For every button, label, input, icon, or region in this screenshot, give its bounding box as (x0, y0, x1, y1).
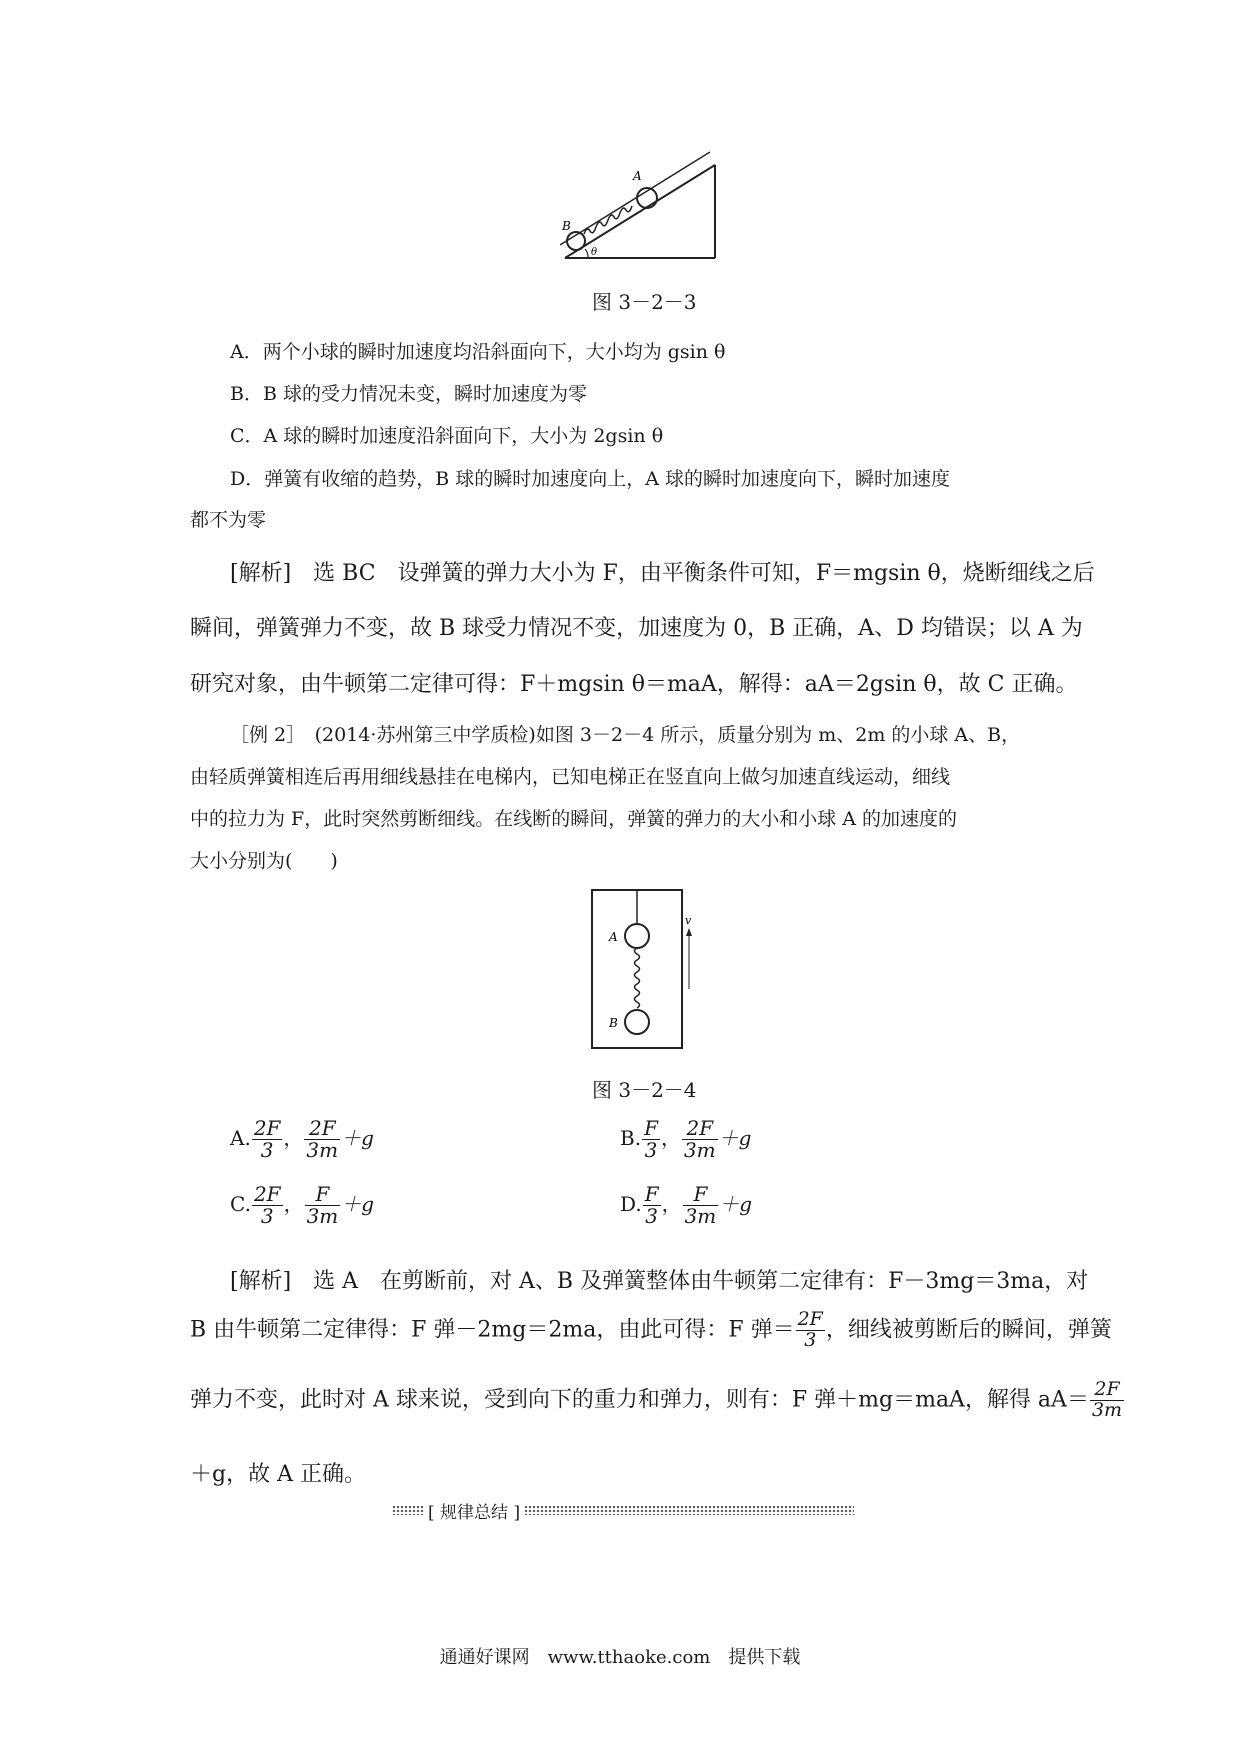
example2-line3: 中的拉力为 F，此时突然剪断细线。在线断的瞬间，弹簧的弹力的大小和小球 A 的加速度的 (190, 808, 958, 830)
fraction-denominator: 3 (645, 1204, 658, 1228)
q2-option-d-fraction2 (683, 1184, 719, 1227)
analysis2-line2-fraction (796, 1310, 825, 1351)
fraction-numerator: 2F (253, 1182, 281, 1206)
analysis2-line3-fraction (1090, 1380, 1124, 1421)
figure2-label-a: A (609, 930, 618, 944)
q2-option-a-fraction1 (252, 1118, 283, 1161)
fraction-denominator: 3m (1091, 1398, 1123, 1421)
q2-option-a (230, 1118, 374, 1161)
analysis1-line1: [解析] 选 BC 设弹簧的弹力大小为 F，由平衡条件可知，F＝mgsin θ，烧断细线之后 (230, 561, 1095, 586)
q1-option-a: A．两个小球的瞬时加速度均沿斜面向下，大小均为 gsin θ (230, 341, 726, 363)
q2-option-b-prefix: B. (620, 1126, 642, 1150)
fraction-numerator: 2F (304, 1118, 340, 1140)
fraction-denominator: 3m (683, 1138, 716, 1162)
fraction-denominator: 3 (804, 1328, 817, 1351)
figure2-caption: 图 3－2－4 (592, 1078, 697, 1102)
figure1-label-b: B (562, 219, 571, 233)
fraction-denominator: 3 (260, 1138, 274, 1162)
fraction-numerator: 2F (797, 1308, 823, 1330)
example2-line2: 由轻质弹簧相连后再用细线悬挂在电梯内，已知电梯正在竖直向上做匀加速直线运动，细线 (190, 766, 951, 788)
q2-option-a-prefix: A. (230, 1126, 251, 1150)
fraction-denominator: 3 (644, 1138, 658, 1162)
q2-option-d-suffix: ＋g (719, 1192, 753, 1216)
summary-banner (392, 1498, 892, 1522)
example2-line4: 大小分别为( ) (190, 850, 338, 872)
analysis2-line1: [解析] 选 A 在剪断前，对 A、B 及弹簧整体由牛顿第二定律有：F－3mg＝3ma，对 (230, 1269, 1089, 1294)
analysis2-line2 (190, 1310, 1112, 1351)
fraction-denominator: 3m (684, 1204, 717, 1228)
q2-option-b-fraction1 (642, 1118, 660, 1161)
example2-line1: ［例 2］ (2014·苏州第三中学质检)如图 3－2－4 所示，质量分别为 m、2m 的小球 A、B， (230, 724, 1021, 746)
q2-option-c-fraction2 (305, 1184, 341, 1227)
page-footer: 通通好课网 www.tthaoke.com 提供下载 (439, 1647, 801, 1668)
q2-option-a-fraction2 (304, 1118, 340, 1161)
q1-option-d-line2: 都不为零 (190, 509, 267, 531)
figure2-label-v: v (685, 914, 692, 927)
banner-dots-right (524, 1505, 854, 1515)
figure-elevator-diagram (585, 884, 695, 1054)
analysis1-line2: 瞬间，弹簧弹力不变，故 B 球受力情况不变，加速度为 0，B 正确，A、D 均错误；以 A 为 (190, 616, 1083, 641)
separator: ， (283, 1192, 304, 1216)
fraction-numerator: F (683, 1184, 719, 1206)
q2-option-b-suffix: ＋g (718, 1126, 752, 1150)
q2-option-a-suffix: ＋g (341, 1126, 374, 1150)
fraction-numerator: F (644, 1182, 659, 1206)
fraction-numerator: 2F (1090, 1380, 1124, 1401)
figure1-label-theta: θ (591, 247, 598, 258)
analysis2-line2-text-a: B 由牛顿第二定律得：F 弹－2mg＝2ma，由此可得：F 弹＝ (190, 1317, 795, 1343)
analysis1-line3: 研究对象，由牛顿第二定律可得：F＋mgsin θ＝maA，解得：aA＝2gsin θ，故 C 正确。 (190, 672, 1078, 697)
banner-label: [ 规律总结 ] (428, 1502, 521, 1523)
fraction-numerator: 2F (682, 1118, 718, 1140)
analysis2-line4: ＋g，故 A 正确。 (190, 1462, 366, 1487)
q1-option-c: C．A 球的瞬时加速度沿斜面向下，大小为 2gsin θ (230, 425, 664, 447)
fraction-denominator: 3 (260, 1204, 274, 1228)
fraction-denominator: 3m (306, 1138, 339, 1162)
q1-option-d-line1: D．弹簧有收缩的趋势，B 球的瞬时加速度向上，A 球的瞬时加速度向下，瞬时加速度 (230, 468, 950, 490)
separator: ， (661, 1192, 682, 1216)
banner-dots-left (392, 1505, 424, 1515)
separator: ， (283, 1126, 304, 1150)
q2-option-b-fraction2 (682, 1118, 718, 1161)
figure1-caption: 图 3－2－3 (592, 290, 697, 314)
q2-option-d (620, 1184, 752, 1227)
separator: ， (660, 1126, 681, 1150)
fraction-denominator: 3m (306, 1204, 339, 1228)
analysis2-line3 (190, 1380, 1125, 1421)
q2-option-c (230, 1184, 374, 1227)
figure1-label-a: A (633, 169, 642, 183)
fraction-numerator: 2F (253, 1116, 281, 1140)
q2-option-c-prefix: C. (230, 1192, 251, 1216)
fraction-numerator: F (644, 1116, 658, 1140)
q2-option-d-fraction1 (643, 1184, 661, 1227)
q2-option-c-suffix: ＋g (341, 1192, 375, 1216)
q2-option-b (620, 1118, 751, 1161)
q1-option-b: B．B 球的受力情况未变，瞬时加速度为零 (230, 383, 587, 405)
q2-option-d-prefix: D. (620, 1192, 642, 1216)
analysis2-line2-text-b: ，细线被剪断后的瞬间，弹簧 (825, 1317, 1112, 1343)
figure-incline-diagram (560, 140, 720, 265)
q2-option-c-fraction1 (252, 1184, 283, 1227)
fraction-numerator: F (305, 1184, 341, 1206)
figure2-label-b: B (609, 1016, 618, 1030)
analysis2-line3-text: 弹力不变，此时对 A 球来说，受到向下的重力和弹力，则有：F 弹＋mg＝maA，解得 aA＝ (190, 1387, 1089, 1413)
